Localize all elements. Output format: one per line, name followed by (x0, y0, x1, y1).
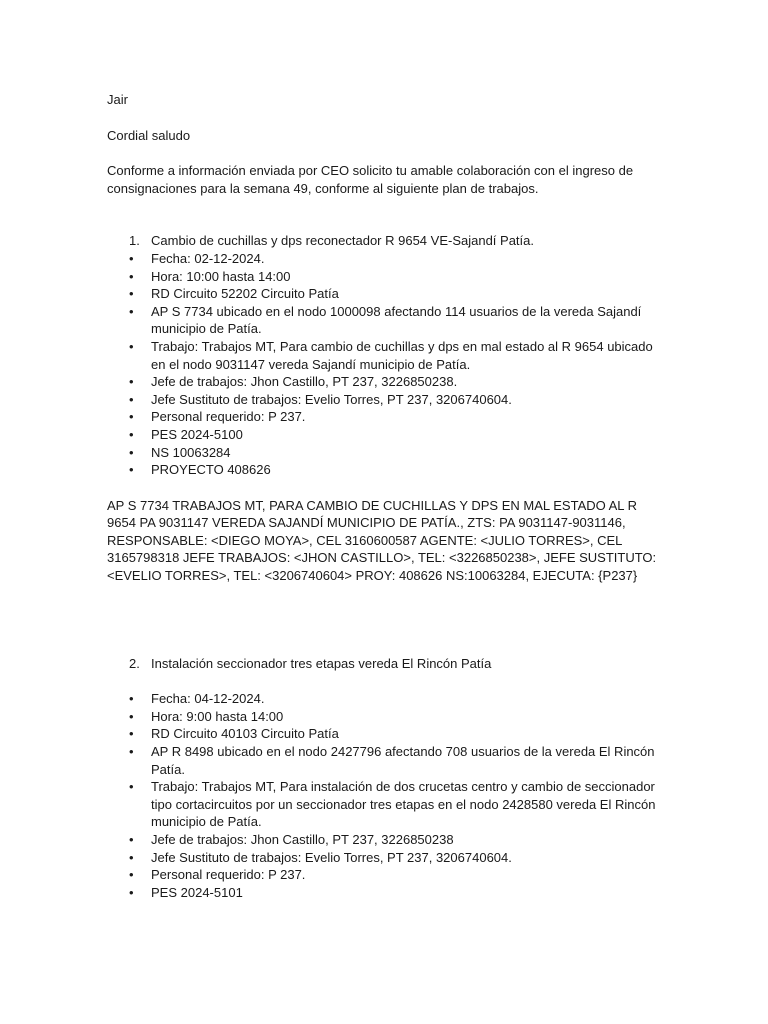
list-item: • NS 10063284 (129, 444, 231, 460)
item-title: Cambio de cuchillas y dps reconectador R 9654 VE-Sajandí Patía. (151, 233, 534, 249)
bullet-icon: • (129, 250, 134, 266)
item-title: Instalación seccionador tres etapas vereda El Rincón Patía (151, 655, 492, 671)
list-item: • Jefe de trabajos: Jhon Castillo, PT 237, 3226850238 (129, 832, 454, 847)
list-item: • Fecha: 02-12-2024. (129, 250, 265, 266)
bullet-icon: • (129, 832, 134, 847)
bullet-icon: • (129, 462, 134, 478)
bullet-icon: • (129, 779, 134, 795)
list-item: • Hora: 10:00 hasta 14:00 (129, 268, 291, 284)
bullet-icon: • (129, 409, 134, 425)
bullet-icon: • (129, 268, 134, 284)
list-item: • Trabajo: Trabajos MT, Para cambio de cuchillas y dps en mal estado al R 9654 ubicado en el nodo 9031147 vereda Sajandí municipio de Patía. (129, 338, 653, 372)
bullet-icon: • (129, 286, 134, 302)
intro-paragraph: Conforme a información enviada por CEO solicito tu amable colaboración con el ingreso de consignaciones para la semana 49, conforme al siguiente plan de trabajos. (107, 163, 634, 196)
bullet-icon: • (129, 867, 134, 883)
bullet-icon: • (129, 374, 134, 390)
list-item: • Fecha: 04-12-2024. (129, 691, 265, 707)
bullet-icon: • (129, 426, 134, 442)
list-item: • Personal requerido: P 237. (129, 409, 306, 425)
bullet-icon: • (129, 691, 134, 707)
work-item-2-details (107, 690, 658, 901)
list-item: • RD Circuito 52202 Circuito Patía (129, 286, 339, 302)
bullet-icon: • (129, 726, 134, 742)
list-item: • RD Circuito 40103 Circuito Patía (129, 726, 339, 742)
list-item: • PROYECTO 408626 (129, 462, 271, 478)
bullet-icon: • (129, 338, 134, 354)
list-item: • Jefe Sustituto de trabajos: Evelio Torres, PT 237, 3206740604. (129, 849, 512, 865)
bullet-icon: • (129, 849, 134, 865)
bullet-icon: • (129, 303, 134, 319)
list-item: • PES 2024-5101 (129, 884, 243, 900)
bullet-icon: • (129, 391, 134, 407)
bullet-icon: • (129, 744, 134, 760)
list-item: • Trabajo: Trabajos MT, Para instalación de dos crucetas centro y cambio de seccionador tipo cortacircuitos por un seccionador tres etapas en el nodo 2428580 vereda El Rincón municipio de Patía. (129, 779, 656, 830)
work-item-1-details (107, 250, 658, 479)
list-item: • PES 2024-5100 (129, 426, 243, 442)
greeting: Jair (107, 92, 128, 107)
list-item: • Personal requerido: P 237. (129, 867, 306, 883)
list-item: • Jefe de trabajos: Jhon Castillo, PT 237, 3226850238. (129, 374, 458, 390)
list-item: • Hora: 9:00 hasta 14:00 (129, 708, 284, 724)
bullet-icon: • (129, 708, 134, 724)
work-item-1-title (107, 232, 658, 250)
work-item-1-summary: AP S 7734 TRABAJOS MT, PARA CAMBIO DE CUCHILLAS Y DPS EN MAL ESTADO AL R 9654 PA 9031147 VEREDA SAJANDÍ MUNICIPIO DE PATÍA., ZTS: PA 9031147-9031146, RESPONSABLE: <DIEGO MOYA>, CEL 3160600587 AGENTE: <JULIO TORRES>, CEL 3165798318 JEFE TRABAJOS: <JHON CASTILLO>, TEL: <3226850238>, JEFE SUSTITUTO: <EVELIO TORRES>, TEL: <3206740604> PROY: 408626 NS:10063284, EJECUTA: {P237} (107, 497, 657, 584)
bullet-icon: • (129, 884, 134, 900)
work-item-2-title (107, 655, 658, 673)
list-item: • AP S 7734 ubicado en el nodo 1000098 afectando 114 usuarios de la vereda Sajandí municipio de Patía. (129, 303, 642, 337)
list-item: • Jefe Sustituto de trabajos: Evelio Torres, PT 237, 3206740604. (129, 391, 512, 407)
salutation: Cordial saludo (107, 127, 191, 143)
bullet-icon: • (129, 444, 134, 460)
list-item: • AP R 8498 ubicado en el nodo 2427796 afectando 708 usuarios de la vereda El Rincón Patía. (129, 744, 655, 777)
item-number: 1. (129, 233, 140, 249)
item-number: 2. (129, 655, 140, 671)
